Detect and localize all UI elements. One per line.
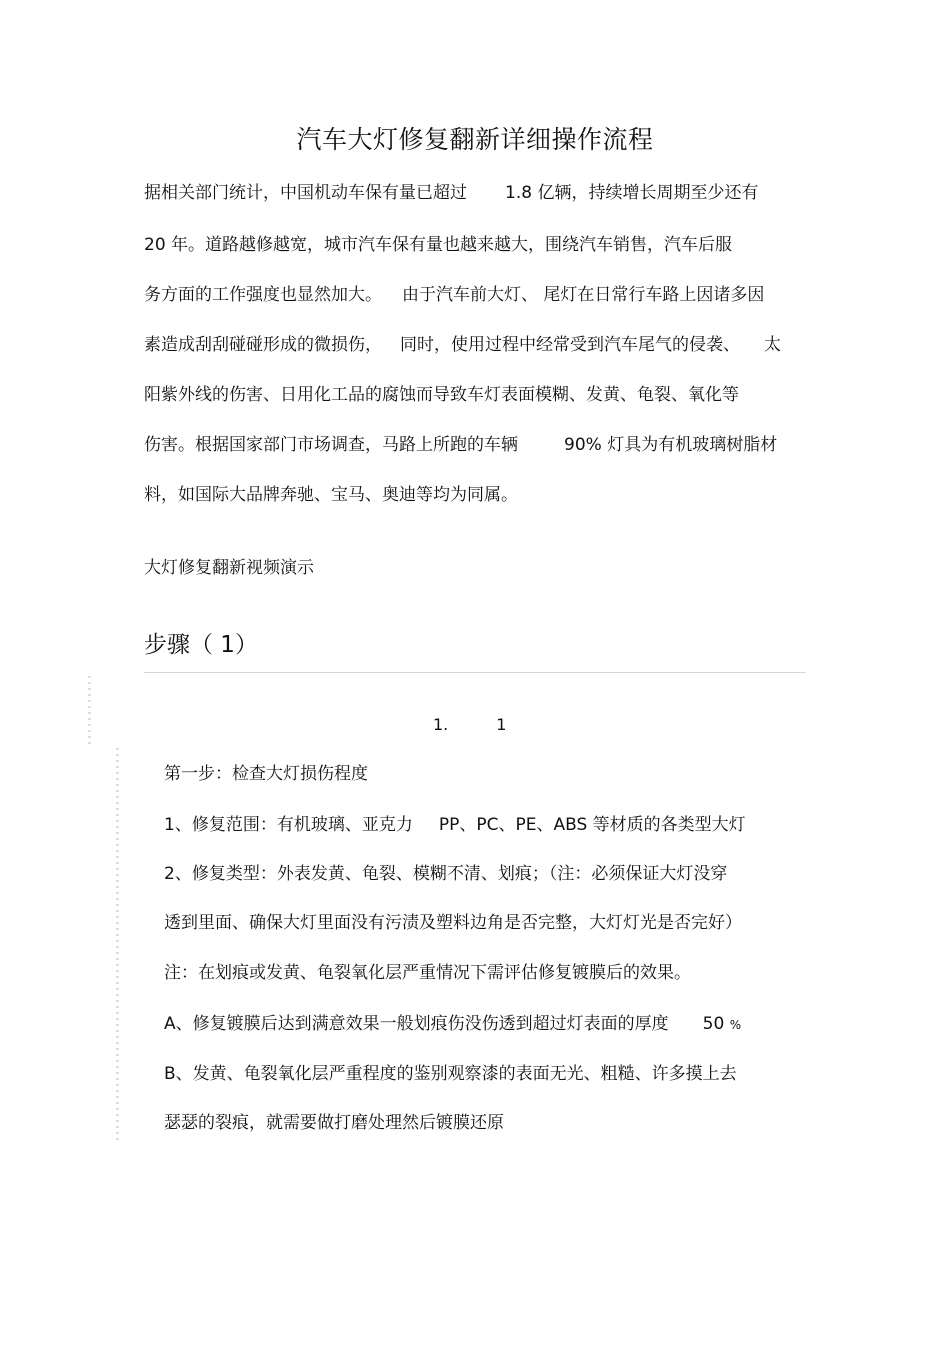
step-line: 1、修复范围：有机玻璃、亚克力 PP、PC、PE、ABS 等材质的各类型大灯 bbox=[164, 815, 746, 835]
intro-line: 阳紫外线的伤害、日用化工品的腐蚀而导致车灯表面模糊、发黄、龟裂、氧化等 bbox=[144, 385, 739, 405]
step-line: 透到里面、确保大灯里面没有污渍及塑料边角是否完整，大灯灯光是否完好） bbox=[164, 913, 742, 933]
step-line: A、修复镀膜后达到满意效果一般划痕伤没伤透到超过灯表面的厚度 50 % bbox=[164, 1014, 742, 1034]
step-line: 瑟瑟的裂痕，就需要做打磨处理然后镀膜还原 bbox=[164, 1113, 504, 1133]
intro-line: 伤害。根据国家部门市场调查，马路上所跑的车辆 90% 灯具为有机玻璃树脂材 bbox=[144, 435, 778, 455]
step-heading: 步骤（ 1） bbox=[144, 632, 258, 658]
step-line: 注：在划痕或发黄、龟裂氧化层严重情况下需评估修复镀膜后的效果。 bbox=[164, 963, 691, 983]
video-demo-label: 大灯修复翻新视频演示 bbox=[144, 558, 314, 578]
intro-line: 据相关部门统计，中国机动车保有量已超过 1.8 亿辆，持续增长周期至少还有 bbox=[144, 183, 759, 203]
margin-artifact bbox=[88, 676, 91, 744]
margin-artifact bbox=[116, 748, 119, 1144]
numbered-item: 1. 1 bbox=[433, 715, 507, 734]
intro-line: 素造成刮刮碰碰形成的微损伤， 同时，使用过程中经常受到汽车尾气的侵袭、 太 bbox=[144, 335, 781, 355]
step-line: 2、修复类型：外表发黄、龟裂、模糊不清、划痕；（注：必须保证大灯没穿 bbox=[164, 864, 728, 884]
step-line: B、发黄、龟裂氧化层严重程度的鉴别观察漆的表面无光、粗糙、许多摸上去 bbox=[164, 1064, 737, 1084]
intro-line: 务方面的工作强度也显然加大。 由于汽车前大灯、 尾灯在日常行车路上因诸多因 bbox=[144, 285, 765, 305]
intro-line: 20 年。道路越修越宽，城市汽车保有量也越来越大，围绕汽车销售，汽车后服 bbox=[144, 235, 733, 255]
step-line: 第一步：检查大灯损伤程度 bbox=[164, 764, 368, 784]
document-title: 汽车大灯修复翻新详细操作流程 bbox=[296, 125, 654, 154]
divider bbox=[144, 672, 806, 673]
intro-line: 料，如国际大品牌奔驰、宝马、奥迪等均为同属。 bbox=[144, 485, 518, 505]
